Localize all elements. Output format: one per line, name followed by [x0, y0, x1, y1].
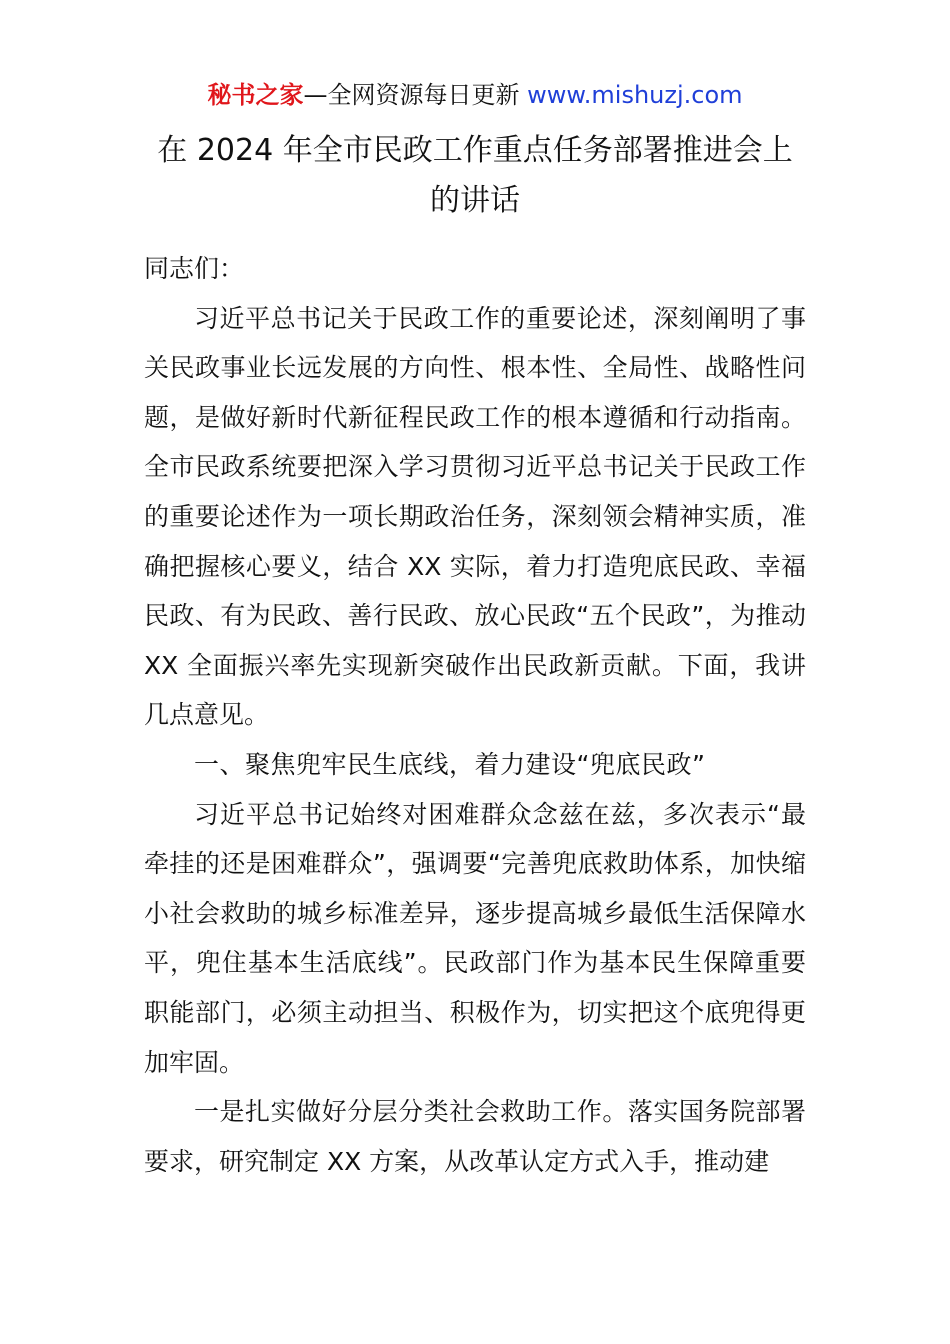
title-line-1: 在 2024 年全市民政工作重点任务部署推进会上 [157, 133, 793, 168]
brand-name: 秘书之家 [207, 81, 304, 109]
paragraph-point-1: 一是扎实做好分层分类社会救助工作。落实国务院部署要求，研究制定 XX 方案，从改革认定方式入手，推动建 [144, 1097, 806, 1176]
page-title [140, 126, 810, 226]
paragraph-section-1: 习近平总书记始终对困难群众念兹在兹，多次表示“最牵挂的还是困难群众”，强调要“完善兜底救助体系，加快缩小社会救助的城乡标准差异，逐步提高城乡最低生活保障水平，兜住基本生活底线”。民政部门作为基本民生保障重要职能部门，必须主动担当、积极作为，切实把这个底兜得更加牢固。 [144, 799, 806, 1077]
section-heading-1: 一、聚焦兜牢民生底线，着力建设“兜底民政” [194, 749, 706, 779]
document-body [144, 244, 806, 1186]
title-line-2: 的讲话 [430, 183, 520, 218]
greeting: 同志们： [144, 254, 245, 283]
source-header [0, 78, 950, 112]
header-tagline: —全网资源每日更新 [303, 81, 528, 109]
paragraph-intro: 习近平总书记关于民政工作的重要论述，深刻阐明了事关民政事业长远发展的方向性、根本性、全局性、战略性问题，是做好新时代新征程民政工作的根本遵循和行动指南。全市民政系统要把深入学习贯彻习近平总书记关于民政工作的重要论述作为一项长期政治任务，深刻领会精神实质，准确把握核心要义，结合 XX 实际，着力打造兜底民政、幸福民政、有为民政、善行民政、放心民政“五个民政”，为推动 XX 全面振兴率先实现新突破作出民政新贡献。下面，我讲几点意见。 [144, 303, 806, 730]
site-link[interactable]: www.mishuzj.com [527, 81, 743, 109]
